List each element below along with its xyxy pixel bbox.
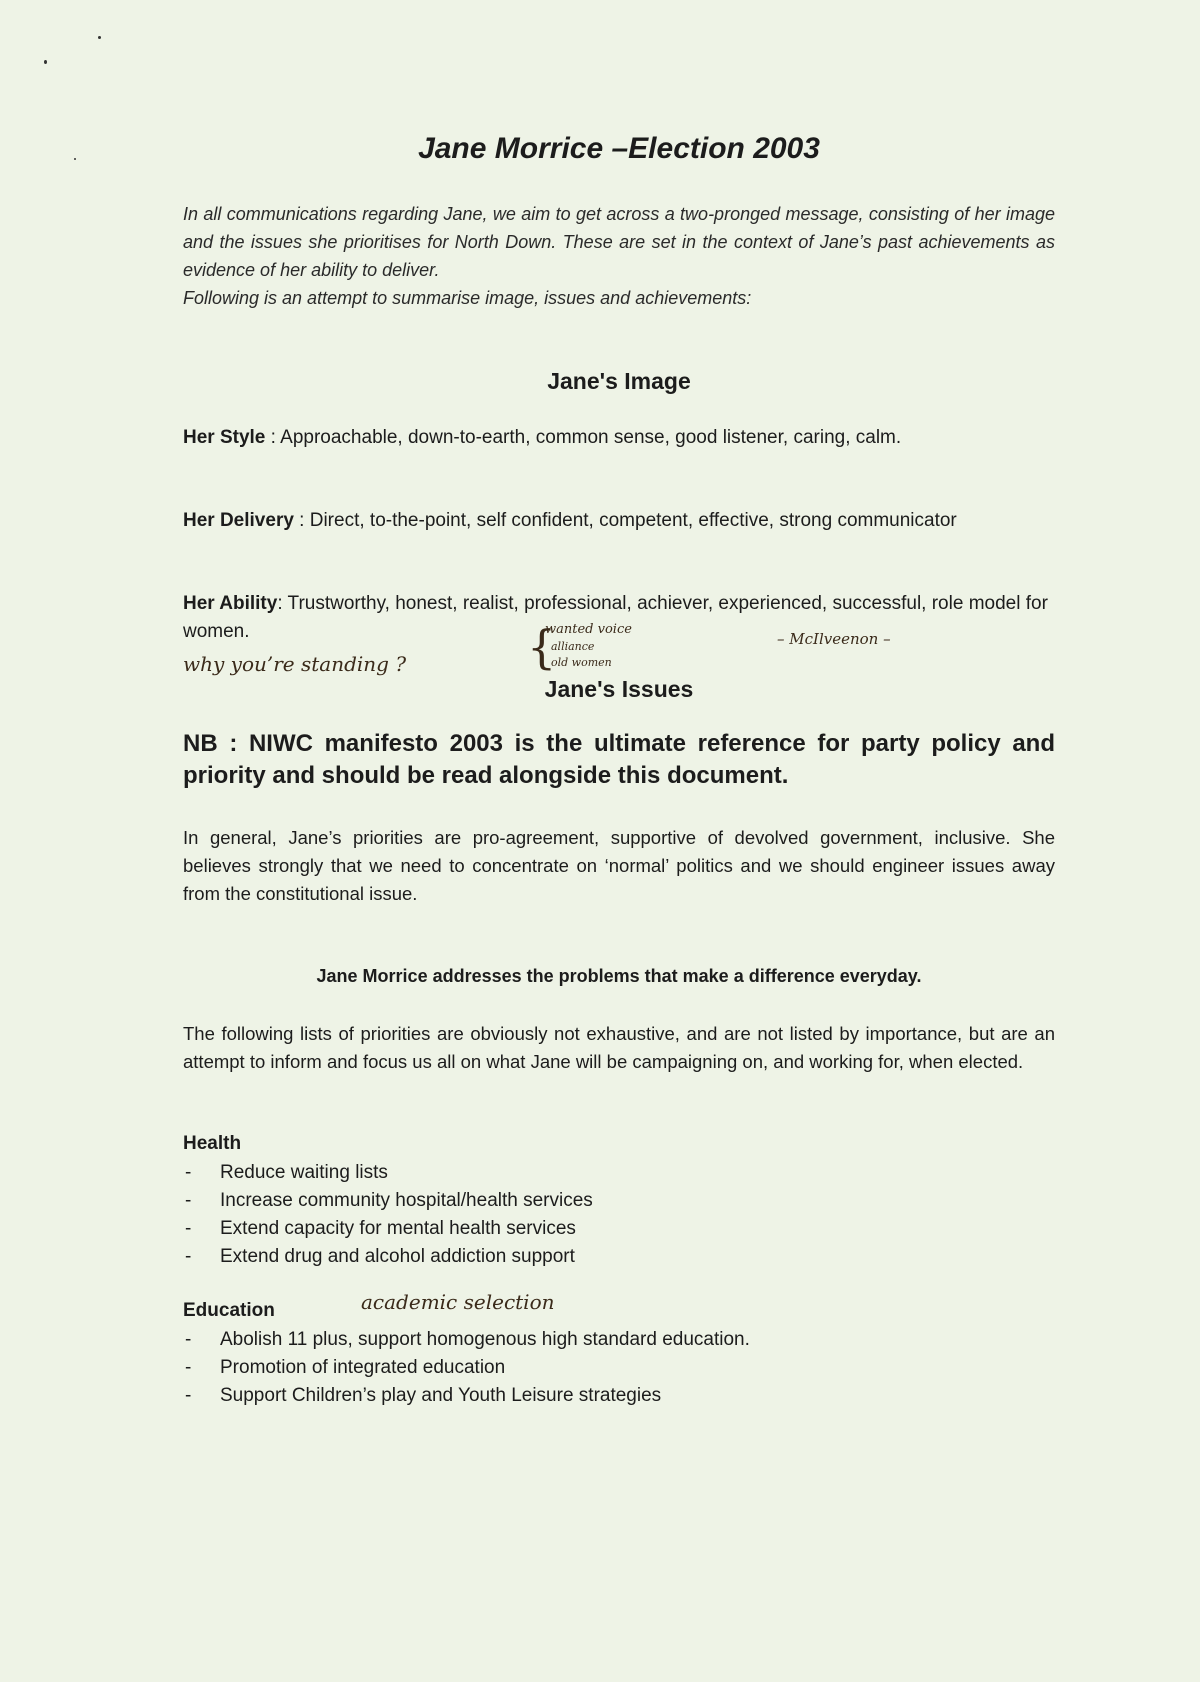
education-item-text: Abolish 11 plus, support homogenous high standard education. (220, 1329, 750, 1350)
intro-paragraph: In all communications regarding Jane, we aim to get across a two-pronged message, consisting of her image and the issues she prioritises for North Down. These are set in the context of Jane’s past achievements as evidence of her ability to deliver. (183, 204, 1055, 280)
education-item-text: Promotion of integrated education (220, 1357, 506, 1378)
bullet-dash: - (185, 1385, 192, 1406)
health-item-text: Extend capacity for mental health services (220, 1218, 576, 1239)
issues-section-heading: Jane's Issues (544, 676, 694, 702)
handwritten-mcilveenon: – McIlveenon – (777, 630, 891, 648)
handwritten-alliance: alliance (551, 640, 595, 653)
education-item-text: Support Children’s play and Youth Leisure strategies (220, 1385, 662, 1406)
handwritten-academic-selection: academic selection (361, 1290, 555, 1314)
document-title: Jane Morrice –Election 2003 (418, 132, 820, 165)
bullet-dash: - (185, 1329, 192, 1350)
her-ability-text: : Trustworthy, honest, realist, professional, achiever, experienced, successful, role model for women. (183, 593, 1048, 642)
handwritten-why-standing: why you’re standing ? (183, 652, 407, 676)
list-item (183, 1326, 750, 1354)
list-item (183, 1243, 593, 1271)
her-ability-paragraph (183, 590, 1055, 646)
health-item-text: Extend drug and alcohol addiction support (220, 1246, 575, 1267)
health-item-text: Increase community hospital/health services (220, 1190, 593, 1211)
education-list (183, 1326, 750, 1410)
scan-speck (98, 36, 101, 39)
bullet-dash: - (185, 1190, 192, 1211)
addresses-statement: Jane Morrice addresses the problems that make a difference everyday. (316, 966, 922, 986)
bullet-dash: - (185, 1246, 192, 1267)
her-style-label: Her Style (183, 427, 266, 448)
bullet-dash: - (185, 1218, 192, 1239)
her-style-text: : Approachable, down-to-earth, common sense, good listener, caring, calm. (265, 427, 902, 448)
handwritten-wanted-voice: wanted voice (545, 622, 632, 637)
education-heading: Education (183, 1300, 275, 1321)
bullet-dash: - (185, 1162, 192, 1183)
list-item (183, 1215, 593, 1243)
list-item (183, 1382, 750, 1410)
her-delivery-label: Her Delivery (183, 510, 294, 531)
bullet-dash: - (185, 1357, 192, 1378)
health-heading: Health (183, 1133, 242, 1154)
her-ability-label: Her Ability (183, 593, 278, 614)
health-item-text: Reduce waiting lists (220, 1162, 388, 1183)
image-section-heading: Jane's Image (547, 368, 691, 394)
her-delivery-text: : Direct, to-the-point, self confident, competent, effective, strong communicator (293, 510, 957, 531)
list-item (183, 1187, 593, 1215)
list-item (183, 1354, 750, 1382)
intro-summary-line: Following is an attempt to summarise image, issues and achievements: (183, 288, 752, 308)
nb-manifesto-note: NB : NIWC manifesto 2003 is the ultimate reference for party policy and priority and should be read alongside this document. (183, 730, 1055, 789)
scan-speck (44, 60, 47, 64)
general-priorities-paragraph: In general, Jane’s priorities are pro-agreement, supportive of devolved government, inclusive. She believes strongly that we need to concentrate on ‘normal’ politics and we should engineer issues away from the constitutional issue. (183, 827, 1055, 904)
following-lists-paragraph: The following lists of priorities are obviously not exhaustive, and are not listed by importance, but are an attempt to inform and focus us all on what Jane will be campaigning on, and working for, when elected. (183, 1023, 1055, 1072)
scan-speck (74, 158, 76, 160)
list-item (183, 1159, 593, 1187)
handwritten-brace: { (527, 620, 557, 674)
health-list (183, 1159, 593, 1271)
handwritten-old-women: old women (551, 656, 612, 669)
her-style-paragraph (183, 424, 1055, 452)
her-delivery-paragraph (183, 507, 1055, 535)
intro-block (183, 200, 1055, 312)
